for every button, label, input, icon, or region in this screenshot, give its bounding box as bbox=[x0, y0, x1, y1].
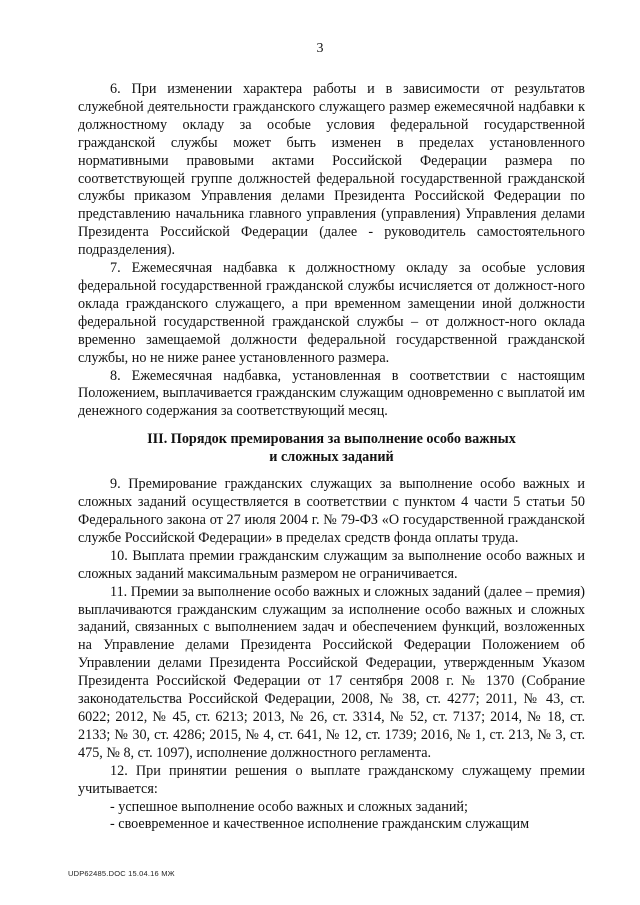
paragraph-6: 6. При изменении характера работы и в зависимости от результатов служебной деятельности гражданского служащего размер ежемесячной надбавки к должностному окладу за особые условия федеральной государственной гражданской службы может быть изменен в пределах установленного нормативными правовыми актами Российской Федерации размера по соответствующей группе должностей федеральной государственной гражданской службы приказом Управления делами Президента Российской Федерации по представлению начальника главного управления (управления) Управления делами Президента Российской Федерации (далее - руководитель самостоятельного подразделения). bbox=[78, 81, 585, 259]
page-number: 3 bbox=[316, 41, 324, 56]
paragraph-10: 10. Выплата премии гражданским служащим за выполнение особо важных и сложных заданий максимальным размером не ограничивается. bbox=[78, 547, 585, 582]
document-body bbox=[78, 81, 585, 834]
paragraph-11: 11. Премии за выполнение особо важных и сложных заданий (далее – премия) выплачиваются гражданским служащим за исполнение особо важных и сложных заданий, связанных с выполнением задач и обеспечением функций, возложенных на Управление делами Президента Российской Федерации Положением об Управлении делами Президента Российской Федерации, утвержденным Указом Президента Российской Федерации от 17 сентября 2008 г. № 1370 (Собрание законодательства Российской Федерации, 2008, № 38, ст. 4277; 2011, № 43, ст. 6022; 2012, № 45, ст. 6213; 2013, № 26, ст. 3314, № 52, ст. 7137; 2014, № 18, ст. 2133; № 30, ст. 4286; 2015, № 4, ст. 641, № 12, ст. 1739; 2016, № 1, ст. 213, № 3, ст. 475, № 8, ст. 1097), исполнение должностного регламента. bbox=[78, 583, 585, 761]
section-heading bbox=[78, 431, 585, 466]
paragraph-12: 12. При принятии решения о выплате гражданскому служащему премии учитывается: bbox=[78, 762, 585, 797]
section-heading-line-1: III. Порядок премирования за выполнение особо важных bbox=[147, 431, 516, 448]
paragraph-7: 7. Ежемесячная надбавка к должностному окладу за особые условия федеральной государственной гражданской службы исчисляется от должност-ного оклада гражданского служащего, а при временном замещении иной должности федеральной государственной гражданской службы – от должност-ного оклада временно замещаемой должности федеральной государственной гражданской службы, но не ниже ранее установленного размера. bbox=[78, 260, 585, 366]
paragraph-8: 8. Ежемесячная надбавка, установленная в соответствии с настоящим Положением, выплачивается гражданским служащим одновременно с выплатой им денежного содержания за соответствующий месяц. bbox=[78, 367, 585, 420]
list-item: - успешное выполнение особо важных и сложных заданий; bbox=[110, 798, 468, 815]
paragraph-9: 9. Премирование гражданских служащих за выполнение особо важных и сложных заданий осуществляется в соответствии с пунктом 4 части 5 статьи 50 Федерального закона от 27 июля 2004 г. № 79-ФЗ «О государственной гражданской службе Российской Федерации» в пределах средств фонда оплаты труда. bbox=[78, 476, 585, 546]
footer-document-code: UDP62485.DOC 15.04.16 МЖ bbox=[68, 869, 175, 878]
section-heading-line-2: и сложных заданий bbox=[269, 448, 394, 465]
list-item: - своевременное и качественное исполнение гражданским служащим bbox=[110, 816, 530, 833]
